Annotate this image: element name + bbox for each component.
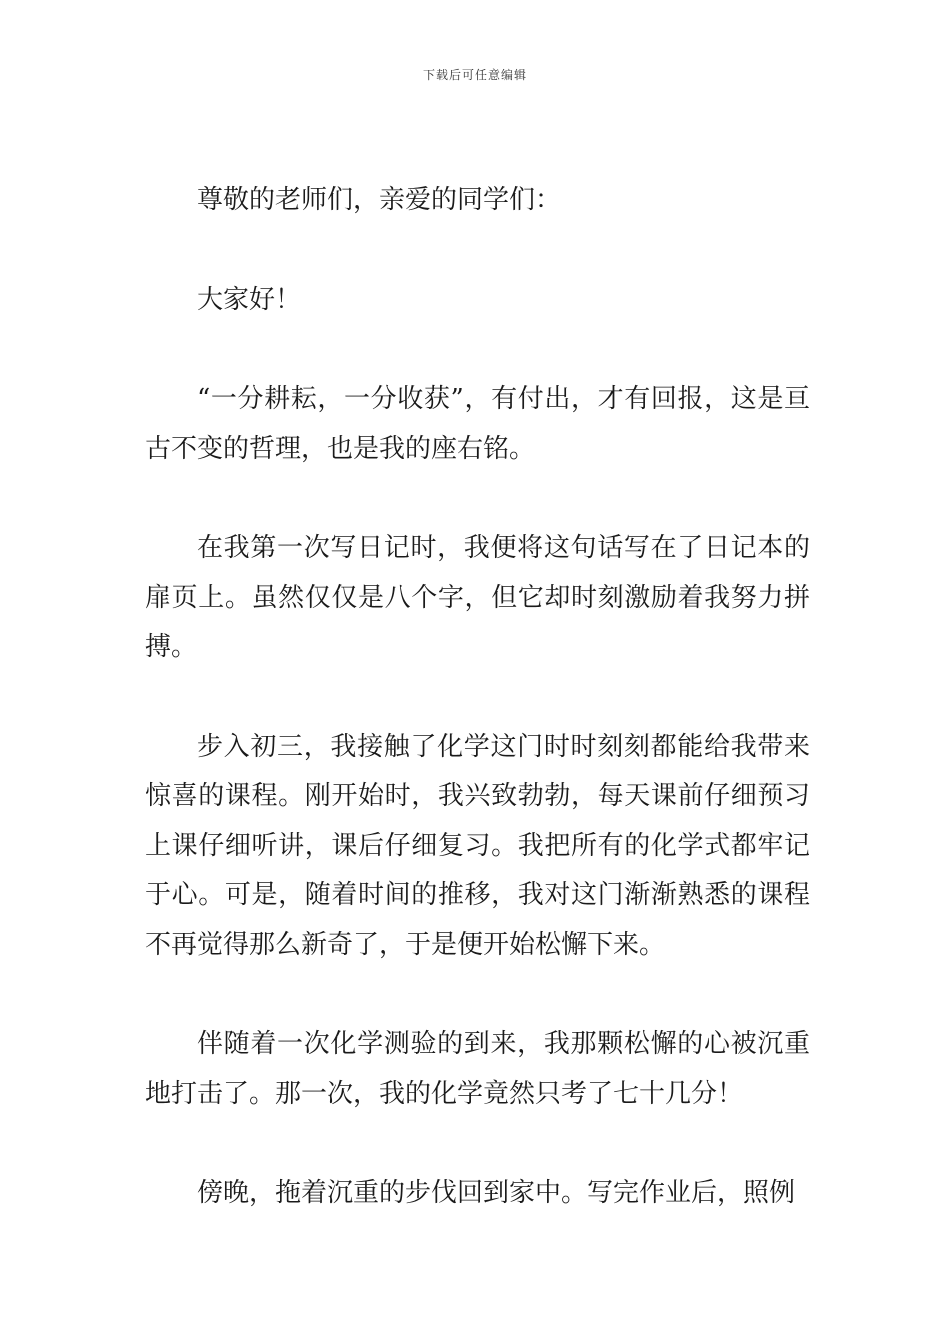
paragraph-evening: 傍晚，拖着沉重的步伐回到家中。写完作业后，照例 (197, 1178, 796, 1208)
paragraph-salutation: 尊敬的老师们，亲爱的同学们： (197, 185, 562, 215)
paragraph-greeting: 大家好！ (197, 284, 302, 315)
paragraph-diary: 在我第一次写日记时，我便将这句话写在了日记本的扉页上。虽然仅仅是八个字，但它却时刻激励着我努力拼搏。 (145, 533, 810, 662)
header-note: 下载后可任意编辑 (422, 68, 527, 82)
document-body (145, 176, 810, 1269)
paragraph-chemistry: 步入初三，我接触了化学这门时时刻刻都能给我带来惊喜的课程。刚开始时，我兴致勃勃，每天课前仔细预习上课仔细听讲，课后仔细复习。我把所有的化学式都牢记于心。可是，随着时间的推移，我对这门渐渐熟悉的课程不再觉得那么新奇了，于是便开始松懈下来。 (145, 731, 810, 960)
paragraph-motto: “一分耕耘，一分收获”，有付出，才有回报，这是亘古不变的哲理，也是我的座右铭。 (145, 384, 810, 464)
paragraph-test: 伴随着一次化学测验的到来，我那颗松懈的心被沉重地打击了。那一次，我的化学竟然只考了七十几分！ (145, 1029, 810, 1109)
